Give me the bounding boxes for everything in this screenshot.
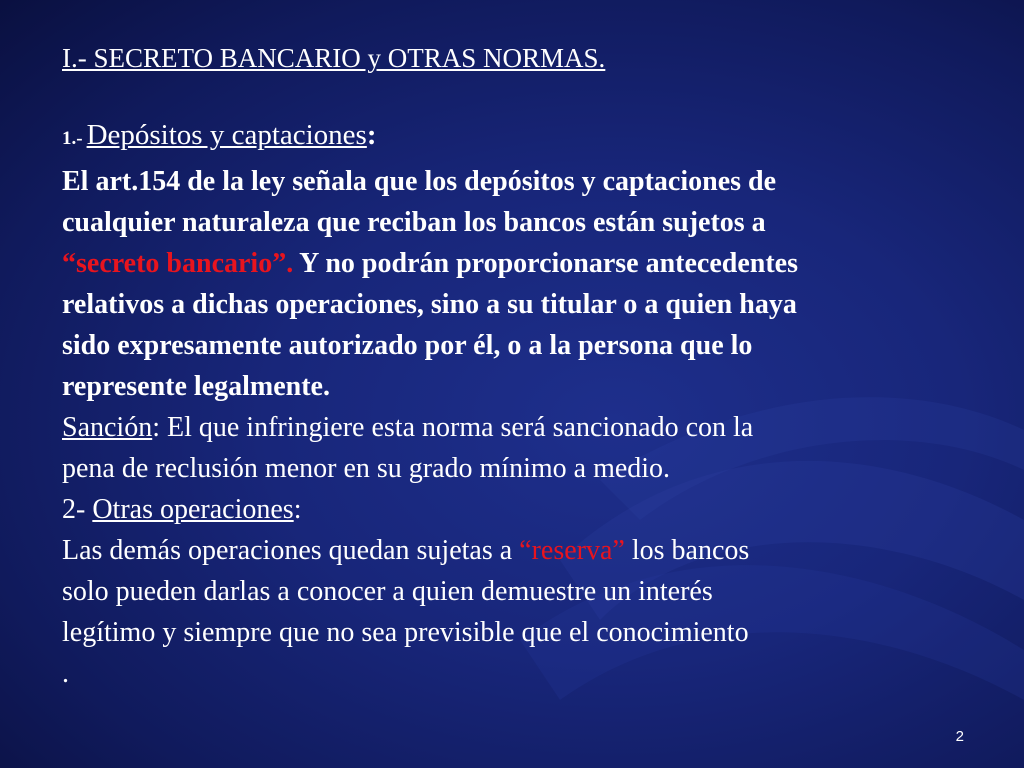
para1-line2: cualquier naturaleza que reciban los bancos están sujetos a [62, 207, 766, 238]
sancion-label: Sanción [62, 412, 153, 443]
reserva-highlight: “reserva” [519, 535, 625, 566]
para2-line3: legítimo y siempre que no sea previsible que el conocimiento [62, 617, 749, 648]
section1-heading [62, 114, 982, 161]
para2-line4: . [62, 658, 69, 689]
sancion-colon: : [152, 412, 167, 443]
section1-label: Depósitos y captaciones [86, 119, 367, 151]
secreto-bancario-highlight: “secreto bancario”. [62, 248, 294, 279]
section1-number: 1.- [62, 128, 83, 149]
paragraph-sancion [62, 407, 982, 489]
para1-line6: represente legalmente. [62, 371, 330, 402]
section2-label: Otras operaciones [92, 494, 294, 525]
sancion-line2: pena de reclusión menor en su grado mínimo a medio. [62, 453, 671, 484]
para1-line1: El art.154 de la ley señala que los depósitos y captaciones de [62, 166, 777, 197]
section1-colon: : [366, 119, 377, 151]
para1-line4: relativos a dichas operaciones, sino a su titular o a quien haya [62, 289, 797, 320]
slide-content [62, 38, 982, 694]
page-number: 2 [955, 728, 964, 745]
slide-title: I.- SECRETO BANCARIO y OTRAS NORMAS. [62, 43, 606, 73]
sancion-text: El que infringiere esta norma será sancionado con la [167, 412, 754, 443]
sancion-line1 [62, 407, 982, 448]
section2-number: 2- [62, 494, 93, 525]
paragraph-reserva [62, 530, 982, 694]
section2-colon: : [293, 494, 302, 525]
para2-line1-end: los bancos [624, 535, 750, 566]
para2-line2: solo pueden darlas a conocer a quien demuestre un interés [62, 576, 713, 607]
section2-heading [62, 489, 982, 530]
para1-line3 [62, 243, 982, 284]
para2-line1-start: Las demás operaciones quedan sujetas a [62, 535, 520, 566]
paragraph-secreto [62, 161, 982, 407]
para1-line3-rest: Y no podrán proporcionarse antecedentes [293, 248, 798, 279]
para2-line1 [62, 530, 982, 571]
para1-line5: sido expresamente autorizado por él, o a la persona que lo [62, 330, 753, 361]
